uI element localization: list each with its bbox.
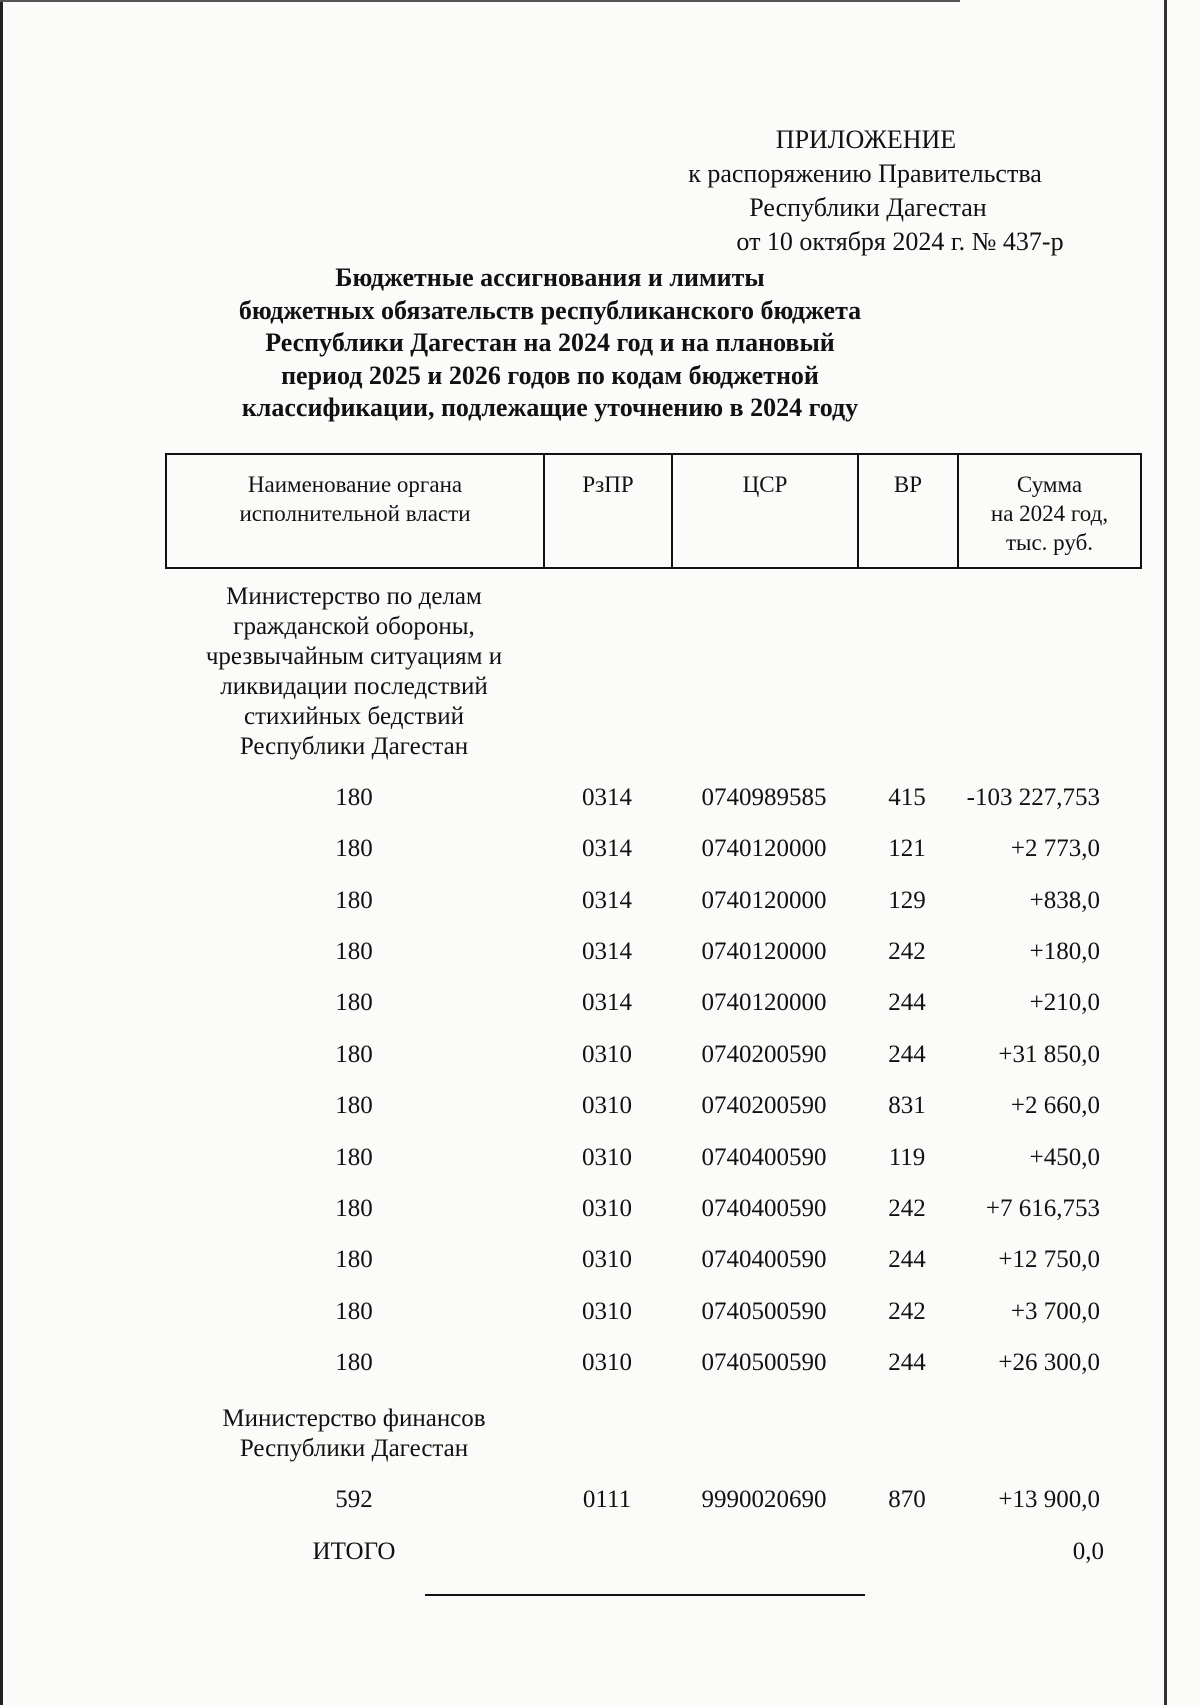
table-row [165, 1035, 1142, 1075]
cell-code: 180 [335, 1298, 373, 1325]
cell-code: 180 [335, 938, 373, 965]
org-line: ликвидации последствий [220, 673, 488, 700]
cell-csr: 0740120000 [701, 938, 827, 965]
cell-rzpr: 0314 [582, 989, 632, 1016]
org-line: чрезвычайным ситуациям и [205, 643, 503, 670]
closing-rule [425, 1594, 865, 1596]
header-sum [959, 455, 1140, 567]
header-rzpr: РзПР [545, 455, 673, 567]
cell-sum: +26 300,0 [998, 1349, 1100, 1376]
cell-rzpr: 0314 [582, 938, 632, 965]
cell-rzpr: 0310 [582, 1195, 632, 1222]
appendix-ref: к распоряжению Правительства [688, 159, 1042, 188]
table-row [165, 1138, 1142, 1178]
cell-code: 180 [335, 1246, 373, 1273]
cell-rzpr: 0310 [582, 1041, 632, 1068]
scan-edge-left [0, 0, 3, 1705]
cell-sum: +13 900,0 [998, 1486, 1100, 1513]
cell-rzpr: 0314 [582, 784, 632, 811]
cell-csr: 0740989585 [701, 784, 827, 811]
appendix-title: ПРИЛОЖЕНИЕ [775, 125, 957, 154]
table-row [165, 1480, 1142, 1520]
cell-rzpr: 0310 [582, 1144, 632, 1171]
cell-csr: 0740200590 [701, 1041, 827, 1068]
cell-code: 180 [335, 784, 373, 811]
title-line: период 2025 и 2026 годов по кодам бюджетной [281, 360, 819, 390]
table-row [165, 778, 1142, 818]
cell-sum: +2 773,0 [1010, 835, 1100, 862]
cell-rzpr: 0310 [582, 1349, 632, 1376]
cell-rzpr: 0310 [582, 1092, 632, 1119]
cell-sum: +180,0 [1029, 938, 1100, 965]
scan-edge-top [0, 0, 960, 2]
scan-edge-right [1164, 0, 1167, 1705]
cell-rzpr: 0314 [582, 835, 632, 862]
header-vr: ВР [859, 455, 959, 567]
org-line: Республики Дагестан [239, 1435, 469, 1462]
cell-csr: 0740400590 [701, 1144, 827, 1171]
cell-sum: +7 616,753 [985, 1195, 1100, 1222]
header-name-line: Наименование органа [247, 472, 463, 497]
cell-sum: +12 750,0 [998, 1246, 1100, 1273]
cell-csr: 0740400590 [701, 1195, 827, 1222]
appendix-header [600, 123, 1080, 259]
cell-rzpr: 0314 [582, 887, 632, 914]
appendix-region: Республики Дагестан [749, 193, 987, 222]
cell-rzpr: 0310 [582, 1298, 632, 1325]
cell-vr: 121 [888, 835, 926, 862]
cell-csr: 0740120000 [701, 835, 827, 862]
table-row [165, 1240, 1142, 1280]
cell-csr: 9990020690 [701, 1486, 827, 1513]
org-line: стихийных бедствий [243, 703, 465, 730]
cell-code: 180 [335, 835, 373, 862]
title-line: классификации, подлежащие уточнению в 2024 году [241, 393, 859, 422]
header-name [167, 455, 545, 567]
header-sum-line: на 2024 год, [990, 501, 1109, 526]
cell-code: 180 [335, 1195, 373, 1222]
cell-vr: 831 [888, 1092, 926, 1119]
org-line: Министерство финансов [222, 1405, 486, 1432]
cell-csr: 0740400590 [701, 1246, 827, 1273]
cell-code: 180 [335, 887, 373, 914]
header-csr: ЦСР [673, 455, 859, 567]
total-row [165, 1532, 1142, 1572]
total-label: ИТОГО [312, 1538, 396, 1565]
table-row [165, 1343, 1142, 1383]
org-line: гражданской обороны, [233, 613, 475, 640]
cell-vr: 244 [888, 1349, 926, 1376]
org-finance-ministry [165, 1404, 543, 1464]
cell-sum: +210,0 [1029, 989, 1100, 1016]
table-row [165, 1189, 1142, 1229]
title-line: Республики Дагестан на 2024 год и на плановый [265, 328, 835, 357]
document-title [200, 262, 900, 425]
cell-vr: 244 [888, 1041, 926, 1068]
cell-code: 180 [335, 1349, 373, 1376]
table-row [165, 881, 1142, 921]
cell-vr: 415 [888, 784, 926, 811]
table-row [165, 983, 1142, 1023]
header-name-line: исполнительной власти [239, 501, 471, 526]
table-row [165, 829, 1142, 869]
cell-vr: 242 [888, 938, 926, 965]
cell-vr: 870 [888, 1486, 926, 1513]
cell-vr: 119 [888, 1144, 926, 1171]
cell-vr: 242 [888, 1298, 926, 1325]
org-line: Министерство по делам [226, 583, 482, 610]
cell-sum: +2 660,0 [1010, 1092, 1100, 1119]
org-emergency-ministry [165, 582, 543, 762]
table-row [165, 1292, 1142, 1332]
table-header [165, 453, 1142, 569]
cell-csr: 0740500590 [701, 1349, 827, 1376]
cell-sum: +450,0 [1029, 1144, 1100, 1171]
header-sum-line: тыс. руб. [1005, 530, 1094, 555]
cell-code: 592 [335, 1486, 373, 1513]
cell-sum: +31 850,0 [998, 1041, 1100, 1068]
cell-vr: 244 [888, 989, 926, 1016]
title-line: Бюджетные ассигнования и лимиты [335, 263, 765, 292]
cell-vr: 129 [888, 887, 926, 914]
table-row [165, 1086, 1142, 1126]
header-sum-line: Сумма [1016, 472, 1083, 497]
cell-csr: 0740500590 [701, 1298, 827, 1325]
cell-csr: 0740200590 [701, 1092, 827, 1119]
cell-csr: 0740120000 [701, 887, 827, 914]
cell-sum: -103 227,753 [966, 784, 1100, 811]
cell-csr: 0740120000 [701, 989, 827, 1016]
table-row [165, 932, 1142, 972]
cell-vr: 244 [888, 1246, 926, 1273]
cell-sum: +3 700,0 [1010, 1298, 1100, 1325]
total-value: 0,0 [1072, 1538, 1104, 1565]
appendix-date: от 10 октября 2024 г. № 437-р [736, 227, 1064, 256]
org-line: Республики Дагестан [239, 733, 469, 760]
cell-code: 180 [335, 1041, 373, 1068]
cell-code: 180 [335, 1092, 373, 1119]
title-line: бюджетных обязательств республиканского бюджета [238, 295, 862, 325]
cell-sum: +838,0 [1029, 887, 1100, 914]
cell-code: 180 [335, 1144, 373, 1171]
cell-vr: 242 [888, 1195, 926, 1222]
cell-rzpr: 0111 [582, 1486, 632, 1513]
cell-code: 180 [335, 989, 373, 1016]
cell-rzpr: 0310 [582, 1246, 632, 1273]
